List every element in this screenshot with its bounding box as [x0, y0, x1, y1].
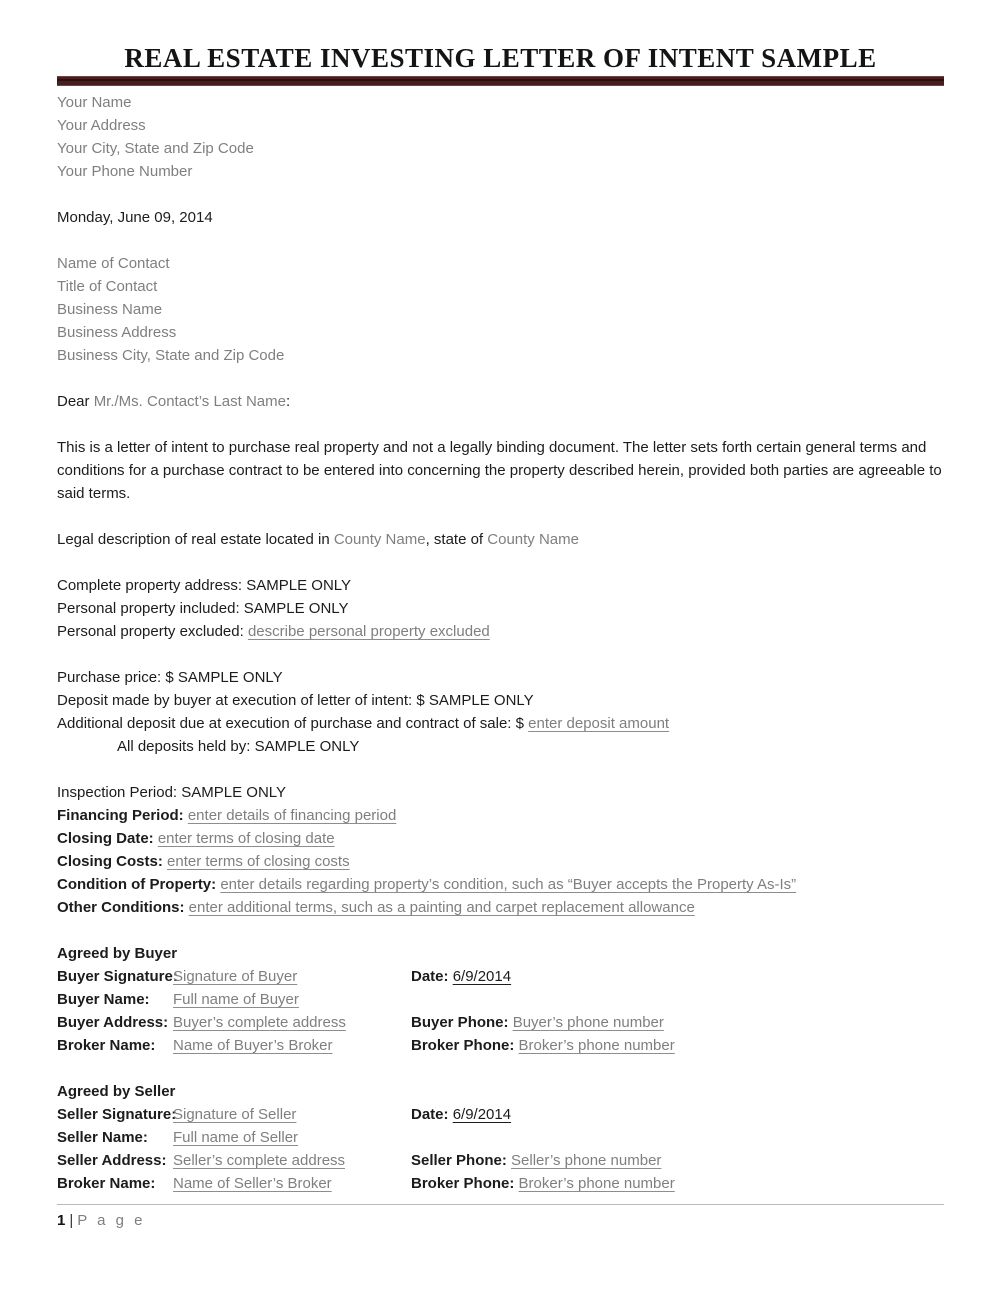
seller-broker-label: Broker Name:	[57, 1175, 156, 1192]
terms-block	[57, 781, 944, 919]
buyer-date-label: Date:	[411, 968, 453, 985]
buyer-signature-label: Buyer Signature:	[57, 968, 178, 985]
seller-date-label: Date:	[411, 1106, 453, 1123]
buyer-name-label: Buyer Name:	[57, 991, 150, 1008]
seller-name-row	[57, 1126, 944, 1149]
property-excluded-label: Personal property excluded:	[57, 623, 248, 640]
other-conditions-line	[57, 896, 944, 919]
buyer-signature-field[interactable]: Signature of Buyer	[173, 968, 298, 985]
seller-signature-row	[57, 1103, 944, 1126]
property-included-line	[57, 597, 944, 620]
buyer-agreement-block	[57, 942, 944, 1057]
property-included-label: Personal property included:	[57, 600, 244, 617]
seller-address-label: Seller Address:	[57, 1152, 167, 1169]
condition-label: Condition of Property:	[57, 876, 221, 893]
buyer-broker-phone-field[interactable]: Broker’s phone number	[518, 1037, 675, 1054]
buyer-address-label: Buyer Address:	[57, 1014, 169, 1031]
condition-field[interactable]: enter details regarding property’s condition, such as “Buyer accepts the Property As-Is”	[220, 876, 797, 893]
footer-page-number: 1	[57, 1212, 66, 1229]
other-conditions-label: Other Conditions:	[57, 899, 189, 916]
condition-line	[57, 873, 944, 896]
purchase-price-value: SAMPLE ONLY	[177, 669, 283, 686]
deposit-amount-field[interactable]: enter deposit amount	[528, 715, 670, 732]
buyer-name-row	[57, 988, 944, 1011]
deposit-details-block	[57, 666, 944, 758]
loi-deposit-label: Deposit made by buyer at execution of letter of intent: $	[57, 692, 429, 709]
contact-last-name-placeholder[interactable]: Mr./Ms. Contact’s Last Name	[93, 393, 286, 410]
closing-costs-line	[57, 850, 944, 873]
footer-separator: |	[69, 1212, 74, 1229]
legal-text: , state of	[425, 531, 488, 548]
property-details-block	[57, 574, 944, 643]
sender-city-state-zip: Your City, State and Zip Code	[57, 140, 254, 157]
buyer-broker-phone-label: Broker Phone:	[411, 1037, 519, 1054]
seller-broker-phone-label: Broker Phone:	[411, 1175, 519, 1192]
property-address-label: Complete property address:	[57, 577, 247, 594]
property-included-value: SAMPLE ONLY	[243, 600, 349, 617]
seller-name-field[interactable]: Full name of Seller	[173, 1129, 299, 1146]
footer-page-label: P a g e	[77, 1212, 146, 1229]
additional-deposit-line	[57, 712, 944, 735]
seller-address-row	[57, 1149, 944, 1172]
seller-address-field[interactable]: Seller’s complete address	[173, 1152, 346, 1169]
sender-address: Your Address	[57, 117, 146, 134]
deposits-held-label: All deposits held by:	[117, 738, 255, 755]
seller-broker-row	[57, 1172, 944, 1195]
closing-date-line	[57, 827, 944, 850]
closing-date-label: Closing Date:	[57, 830, 158, 847]
letter-body	[57, 86, 944, 1232]
county-name-placeholder[interactable]: County Name	[333, 531, 426, 548]
inspection-period-line	[57, 781, 944, 804]
closing-costs-label: Closing Costs:	[57, 853, 168, 870]
seller-broker-field[interactable]: Name of Seller’s Broker	[173, 1175, 332, 1192]
state-name-placeholder[interactable]: County Name	[487, 531, 579, 548]
salutation	[57, 390, 944, 413]
salutation-suffix: :	[285, 393, 291, 410]
property-excluded-field[interactable]: describe personal property excluded	[247, 623, 490, 640]
seller-broker-phone-field[interactable]: Broker’s phone number	[518, 1175, 675, 1192]
letter-date: Monday, June 09, 2014	[57, 209, 213, 226]
financing-period-line	[57, 804, 944, 827]
property-address-value: SAMPLE ONLY	[246, 577, 352, 594]
closing-date-field[interactable]: enter terms of closing date	[157, 830, 335, 847]
seller-phone-label: Seller Phone:	[411, 1152, 512, 1169]
business-name: Business Name	[57, 301, 163, 318]
seller-signature-field[interactable]: Signature of Seller	[173, 1106, 297, 1123]
buyer-address-field[interactable]: Buyer’s complete address	[173, 1014, 346, 1031]
buyer-broker-label: Broker Name:	[57, 1037, 156, 1054]
other-conditions-field[interactable]: enter additional terms, such as a painting and carpet replacement allowance	[188, 899, 695, 916]
buyer-signature-row	[57, 965, 944, 988]
sender-name: Your Name	[57, 94, 132, 111]
inspection-period-value: SAMPLE ONLY	[181, 784, 287, 801]
contact-name: Name of Contact	[57, 255, 170, 272]
title-rule	[57, 76, 944, 86]
footer-page-indicator	[57, 1209, 944, 1232]
financing-period-field[interactable]: enter details of financing period	[187, 807, 397, 824]
deposits-held-value: SAMPLE ONLY	[254, 738, 360, 755]
seller-signature-label: Seller Signature:	[57, 1106, 177, 1123]
inspection-period-label: Inspection Period:	[57, 784, 182, 801]
legal-description-line	[57, 528, 944, 551]
seller-section-heading: Agreed by Seller	[57, 1083, 176, 1100]
additional-deposit-label: Additional deposit due at execution of purchase and contract of sale: $	[57, 715, 529, 732]
contact-title: Title of Contact	[57, 278, 158, 295]
sender-phone: Your Phone Number	[57, 163, 193, 180]
loi-deposit-line	[57, 689, 944, 712]
buyer-date-field[interactable]: 6/9/2014	[452, 968, 512, 985]
property-address-line	[57, 574, 944, 597]
purchase-price-label: Purchase price: $	[57, 669, 178, 686]
financing-period-label: Financing Period:	[57, 807, 188, 824]
footer-divider-line	[57, 1204, 944, 1205]
sender-block	[57, 91, 944, 183]
deposits-held-line	[57, 735, 944, 758]
page-title: REAL ESTATE INVESTING LETTER OF INTENT SAMPLE	[124, 43, 877, 73]
seller-phone-field[interactable]: Seller’s phone number	[511, 1152, 662, 1169]
loi-deposit-value: SAMPLE ONLY	[428, 692, 534, 709]
buyer-name-field[interactable]: Full name of Buyer	[173, 991, 299, 1008]
recipient-block	[57, 252, 944, 367]
seller-agreement-block	[57, 1080, 944, 1195]
buyer-address-row	[57, 1011, 944, 1034]
page-footer	[57, 1204, 944, 1232]
buyer-phone-label: Buyer Phone:	[411, 1014, 513, 1031]
buyer-phone-field[interactable]: Buyer’s phone number	[512, 1014, 664, 1031]
purchase-price-line	[57, 666, 944, 689]
business-city-state-zip: Business City, State and Zip Code	[57, 347, 285, 364]
business-address: Business Address	[57, 324, 177, 341]
salutation-prefix: Dear	[57, 393, 94, 410]
property-excluded-line	[57, 620, 944, 643]
buyer-broker-field[interactable]: Name of Buyer’s Broker	[173, 1037, 333, 1054]
buyer-broker-row	[57, 1034, 944, 1057]
seller-name-label: Seller Name:	[57, 1129, 148, 1146]
intro-paragraph: This is a letter of intent to purchase real property and not a legally binding document. The letter sets forth certain general terms and conditions for a purchase contract to be entered into concerning the property described herein, provided both parties are agreeable to said terms.	[57, 439, 942, 502]
closing-costs-field[interactable]: enter terms of closing costs	[167, 853, 350, 870]
legal-text: Legal description of real estate located in	[57, 531, 334, 548]
seller-date-field[interactable]: 6/9/2014	[452, 1106, 512, 1123]
buyer-section-heading: Agreed by Buyer	[57, 945, 178, 962]
